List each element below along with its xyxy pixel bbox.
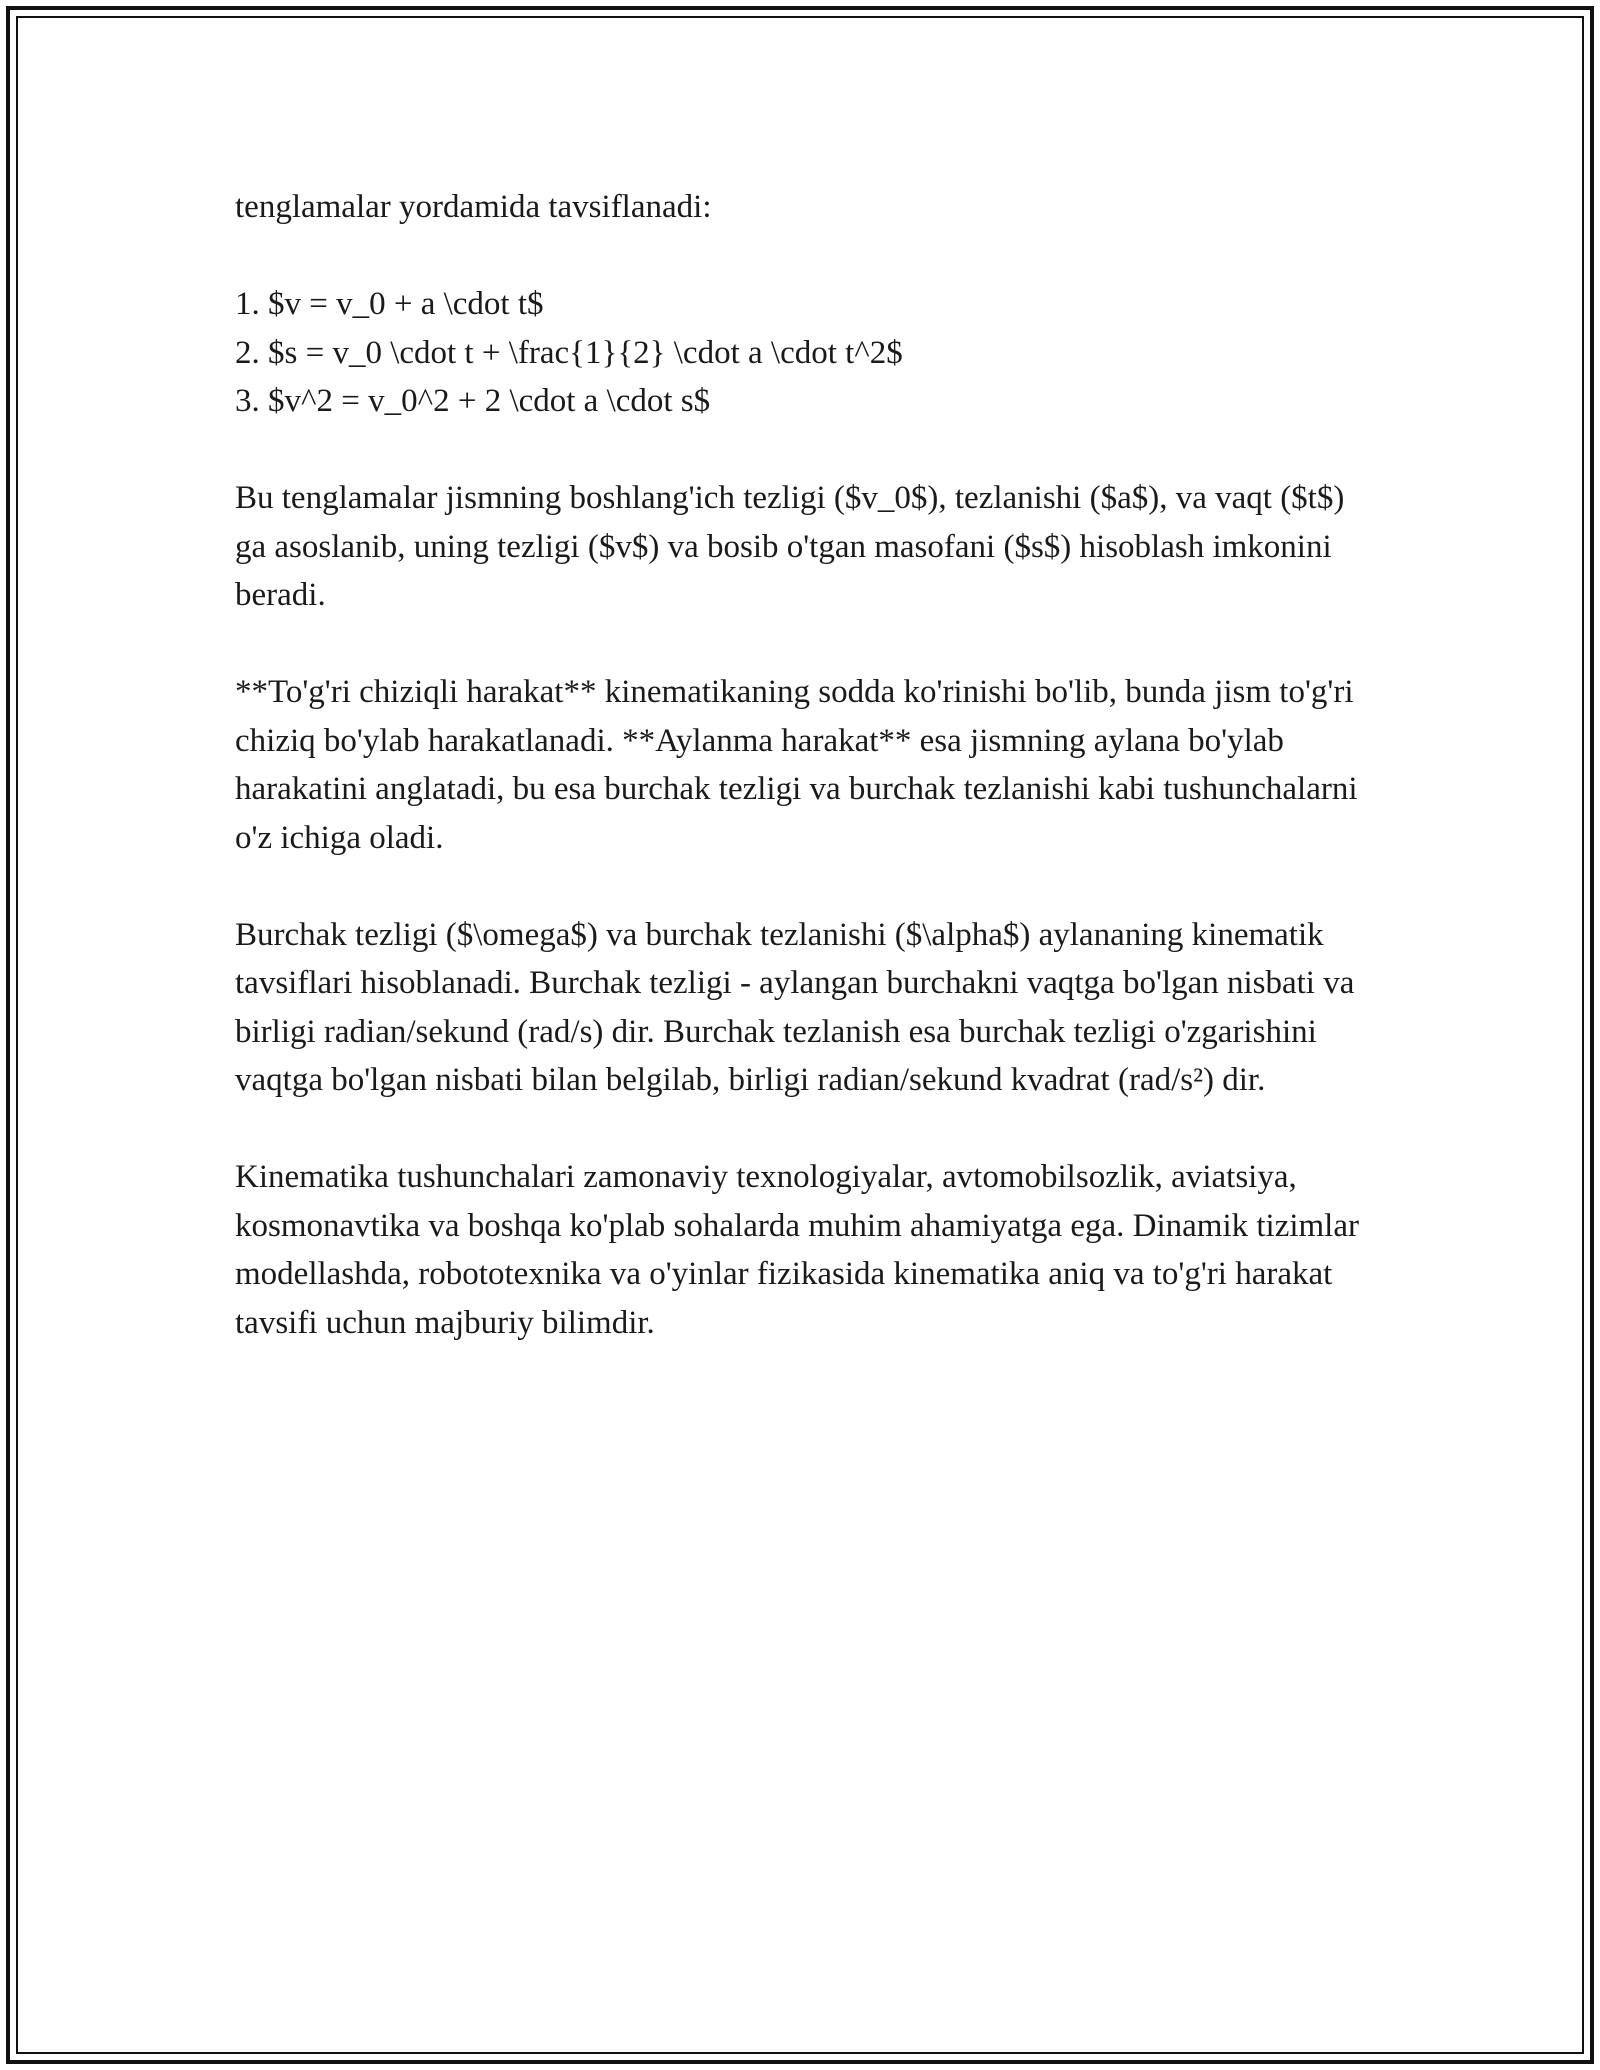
equation-item: 3. $v^2 = v_0^2 + 2 \cdot a \cdot s$ [235, 383, 711, 419]
equation-item: 1. $v = v_0 + a \cdot t$ [235, 286, 544, 322]
paragraph-angular-quantities: Burchak tezligi ($\omega$) va burchak tezlanishi ($\alpha$) aylananing kinematik tavsiflari hisoblanadi. Burchak tezligi - aylangan burchakni vaqtga bo'lgan nisbati va birligi radian/sekund (rad/s) dir. Burchak tezlanish esa burchak tezligi o'zgarishini vaqtga bo'lgan nisbati bilan belgilab, birligi radian/sekund kvadrat (rad/s²) dir. [235, 916, 1355, 1098]
paragraph-equations-explanation: Bu tenglamalar jismning boshlang'ich tezligi ($v_0$), tezlanishi ($a$), va vaqt ($t$) ga asoslanib, uning tezligi ($v$) va bosib o'tgan masofani ($s$) hisoblash imkonini beradi. [235, 480, 1345, 613]
paragraph-applications: Kinematika tushunchalari zamonaviy texnologiyalar, avtomobilsozlik, aviatsiya, kosmonavtika va boshqa ko'plab sohalarda muhim ahamiyatga ega. Dinamik tizimlar modellashda, robototexnika va o'yinlar fizikasida kinematika aniq va to'g'ri harakat tavsifi uchun majburiy bilimdir. [235, 1159, 1359, 1341]
paragraph-motion-types: **To'g'ri chiziqli harakat** kinematikaning sodda ko'rinishi bo'lib, bunda jism to'g'ri chiziq bo'ylab harakatlanadi. **Aylanma harakat** esa jismning aylana bo'ylab harakatini anglatadi, bu esa burchak tezligi va burchak tezlanishi kabi tushunchalarni o'z ichiga oladi. [235, 674, 1358, 856]
equation-item: 2. $s = v_0 \cdot t + \frac{1}{2} \cdot a \cdot t^2$ [235, 334, 903, 371]
intro-line: tenglamalar yordamida tavsiflanadi: [235, 189, 712, 225]
equation-list [235, 280, 1365, 426]
document-body [235, 183, 1365, 1396]
